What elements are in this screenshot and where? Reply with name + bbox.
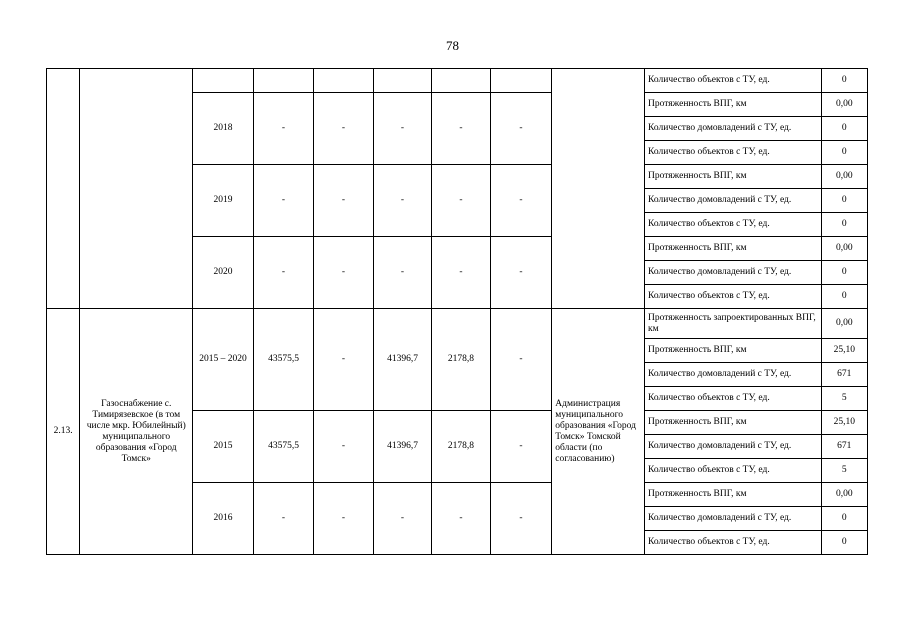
cost-local-cell: - [432, 483, 490, 555]
cost-cell-cont [432, 69, 490, 93]
indicator-name: Количество объектов с ТУ, ед. [645, 459, 822, 483]
cost-local-cell: 2178,8 [432, 411, 490, 483]
indicator-name: Протяженность ВПГ, км [645, 237, 822, 261]
cost-regional-cell: 41396,7 [373, 411, 431, 483]
indicator-name: Протяженность ВПГ, км [645, 411, 822, 435]
indicator-value: 0,00 [821, 165, 867, 189]
item-name-cell-cont [80, 69, 193, 309]
cost-cell-cont [373, 69, 431, 93]
indicator-value: 0 [821, 141, 867, 165]
indicator-name: Количество объектов с ТУ, ед. [645, 69, 822, 93]
indicator-name: Количество домовладений с ТУ, ед. [645, 189, 822, 213]
cost-other-cell: - [490, 93, 552, 165]
executor: Администрация муниципального образования «Город Томск» Томской области (по согласованию) [552, 309, 645, 555]
cost-local-cell: - [432, 237, 490, 309]
indicator-name: Протяженность ВПГ, км [645, 165, 822, 189]
cost-other-cell: - [490, 237, 552, 309]
indicator-name: Количество домовладений с ТУ, ед. [645, 261, 822, 285]
indicator-name: Количество домовладений с ТУ, ед. [645, 363, 822, 387]
indicator-value: 0 [821, 213, 867, 237]
cost-total-cell: 43575,5 [253, 411, 314, 483]
cost-total-cell: - [253, 237, 314, 309]
year-cell: 2020 [193, 237, 254, 309]
indicator-name: Количество домовладений с ТУ, ед. [645, 507, 822, 531]
indicator-name: Количество домовладений с ТУ, ед. [645, 435, 822, 459]
table-row [47, 309, 868, 339]
cost-other-cell: - [490, 165, 552, 237]
indicator-name: Протяженность ВПГ, км [645, 339, 822, 363]
year-cell: 2018 [193, 93, 254, 165]
item-number: 2.13. [47, 309, 80, 555]
year-cell-cont [193, 69, 254, 93]
indicator-name: Количество объектов с ТУ, ед. [645, 387, 822, 411]
cost-local-cell: - [432, 165, 490, 237]
year-cell: 2016 [193, 483, 254, 555]
program-table [46, 68, 868, 555]
indicator-name: Количество объектов с ТУ, ед. [645, 213, 822, 237]
cost-cell-cont [253, 69, 314, 93]
cost-total-cell: - [253, 165, 314, 237]
indicator-value: 0,00 [821, 93, 867, 117]
indicator-name: Протяженность ВПГ, км [645, 483, 822, 507]
cost-total-cell: - [253, 483, 314, 555]
indicator-value: 0,00 [821, 237, 867, 261]
indicator-value: 0 [821, 531, 867, 555]
indicator-value: 0,00 [821, 483, 867, 507]
indicator-value: 0 [821, 69, 867, 93]
cost-local-cell: 2178,8 [432, 309, 490, 411]
item-name: Газоснабжение с. Тимирязевское (в том числе мкр. Юбилейный) муниципального образования «Город Томск» [80, 309, 193, 555]
indicator-name: Протяженность ВПГ, км [645, 93, 822, 117]
item-number-cell-cont [47, 69, 80, 309]
cost-federal-cell: - [314, 237, 374, 309]
indicator-value: 671 [821, 435, 867, 459]
table-row [47, 69, 868, 93]
page-number: 78 [446, 38, 459, 53]
indicator-value: 5 [821, 387, 867, 411]
cost-federal-cell: - [314, 411, 374, 483]
indicator-value: 0 [821, 285, 867, 309]
cost-other-cell: - [490, 411, 552, 483]
cost-total-cell: - [253, 93, 314, 165]
indicator-value: 0,00 [821, 309, 867, 339]
cost-total-cell: 43575,5 [253, 309, 314, 411]
cost-cell-cont [314, 69, 374, 93]
cost-regional-cell: - [373, 165, 431, 237]
cost-other-cell: - [490, 483, 552, 555]
cost-local-cell: - [432, 93, 490, 165]
cost-regional-cell: - [373, 483, 431, 555]
indicator-name: Количество объектов с ТУ, ед. [645, 531, 822, 555]
indicator-value: 5 [821, 459, 867, 483]
indicator-value: 25,10 [821, 411, 867, 435]
cost-cell-cont [490, 69, 552, 93]
cost-federal-cell: - [314, 93, 374, 165]
cost-regional-cell: - [373, 93, 431, 165]
indicator-value: 671 [821, 363, 867, 387]
cost-federal-cell: - [314, 165, 374, 237]
year-cell: 2015 [193, 411, 254, 483]
indicator-value: 0 [821, 189, 867, 213]
indicator-value: 0 [821, 117, 867, 141]
executor-cell-cont [552, 69, 645, 309]
indicator-value: 0 [821, 261, 867, 285]
indicator-name: Количество домовладений с ТУ, ед. [645, 117, 822, 141]
cost-regional-cell: 41396,7 [373, 309, 431, 411]
indicator-value: 0 [821, 507, 867, 531]
indicator-name: Количество объектов с ТУ, ед. [645, 285, 822, 309]
year-cell: 2019 [193, 165, 254, 237]
cost-federal-cell: - [314, 309, 374, 411]
indicator-value: 25,10 [821, 339, 867, 363]
year-cell: 2015 – 2020 [193, 309, 254, 411]
cost-other-cell: - [490, 309, 552, 411]
cost-regional-cell: - [373, 237, 431, 309]
indicator-name: Количество объектов с ТУ, ед. [645, 141, 822, 165]
indicator-name: Протяженность запроектированных ВПГ, км [645, 309, 822, 339]
cost-federal-cell: - [314, 483, 374, 555]
